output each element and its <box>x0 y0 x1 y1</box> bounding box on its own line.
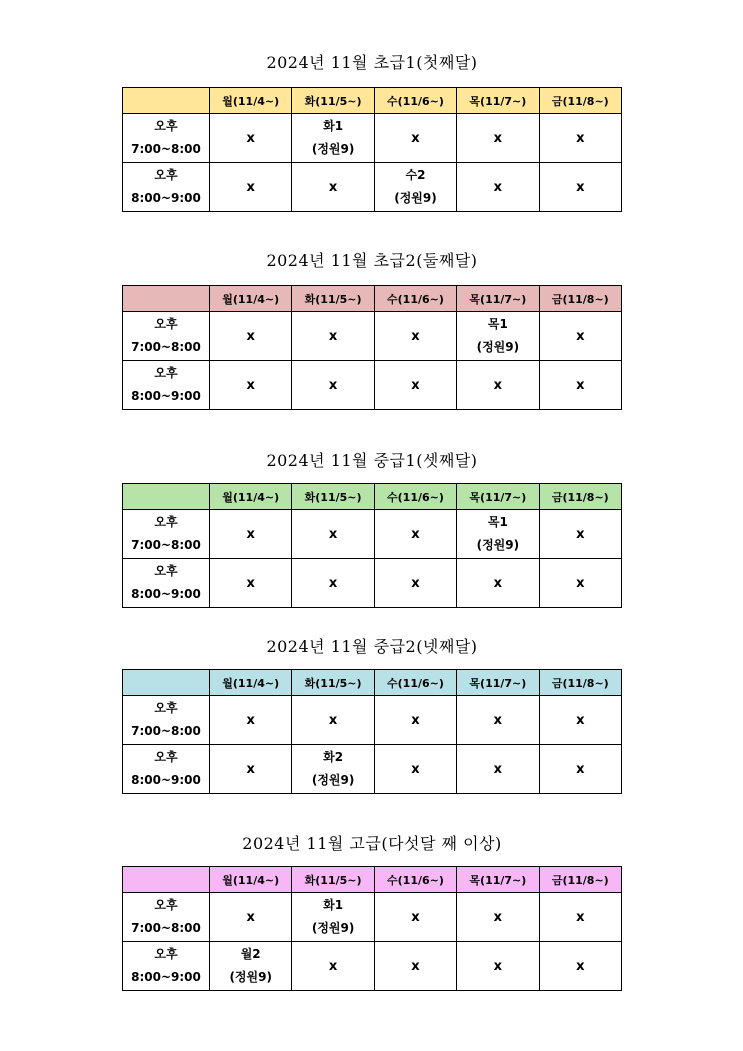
class-cell: x <box>210 559 292 608</box>
class-cell: 화2 (정원9) <box>292 745 374 794</box>
class-cell: x <box>292 163 374 212</box>
class-cell: x <box>292 696 374 745</box>
table-row <box>123 893 622 942</box>
class-cell: x <box>539 163 621 212</box>
day-header: 수(11/6~) <box>374 867 456 893</box>
class-cell: x <box>374 696 456 745</box>
class-cell: x <box>539 745 621 794</box>
corner-cell <box>123 88 210 114</box>
class-cell: x <box>539 510 621 559</box>
schedule-title: 2024년 11월 초급1(첫째달) <box>266 53 478 72</box>
day-header: 화(11/5~) <box>292 286 374 312</box>
schedule-title: 2024년 11월 고급(다섯달 째 이상) <box>242 834 502 853</box>
time-label: 오후 8:00~9:00 <box>123 942 210 991</box>
time-label: 오후 8:00~9:00 <box>123 361 210 410</box>
corner-cell <box>123 670 210 696</box>
class-cell: x <box>374 893 456 942</box>
class-cell: x <box>539 114 621 163</box>
day-header: 화(11/5~) <box>292 484 374 510</box>
class-cell: x <box>457 559 539 608</box>
class-cell: x <box>210 312 292 361</box>
time-label: 오후 7:00~8:00 <box>123 114 210 163</box>
day-header: 수(11/6~) <box>374 88 456 114</box>
class-cell: x <box>292 559 374 608</box>
day-header: 목(11/7~) <box>457 670 539 696</box>
class-cell: x <box>539 893 621 942</box>
class-cell: x <box>374 361 456 410</box>
class-cell: x <box>210 893 292 942</box>
day-header: 목(11/7~) <box>457 484 539 510</box>
day-header: 월(11/4~) <box>210 484 292 510</box>
table-row <box>123 942 622 991</box>
day-header: 금(11/8~) <box>539 867 621 893</box>
class-cell: x <box>374 745 456 794</box>
class-cell: x <box>457 893 539 942</box>
class-cell: x <box>374 559 456 608</box>
time-label: 오후 8:00~9:00 <box>123 559 210 608</box>
class-cell: x <box>539 312 621 361</box>
schedule-table <box>122 285 622 410</box>
class-cell: x <box>374 942 456 991</box>
table-row <box>123 114 622 163</box>
schedule-title: 2024년 11월 중급1(셋째달) <box>266 451 478 470</box>
table-row <box>123 361 622 410</box>
class-cell: x <box>292 942 374 991</box>
schedule-table <box>122 87 622 212</box>
schedule-title: 2024년 11월 초급2(둘째달) <box>266 251 478 270</box>
class-cell: x <box>539 942 621 991</box>
header-row <box>123 670 622 696</box>
table-row <box>123 745 622 794</box>
schedule-table <box>122 866 622 991</box>
corner-cell <box>123 867 210 893</box>
corner-cell <box>123 286 210 312</box>
class-cell: x <box>374 312 456 361</box>
class-cell: 수2 (정원9) <box>374 163 456 212</box>
header-row <box>123 88 622 114</box>
day-header: 목(11/7~) <box>457 88 539 114</box>
class-cell: x <box>374 510 456 559</box>
day-header: 금(11/8~) <box>539 88 621 114</box>
class-cell: x <box>457 114 539 163</box>
corner-cell <box>123 484 210 510</box>
class-cell: x <box>210 745 292 794</box>
class-cell: x <box>539 559 621 608</box>
day-header: 월(11/4~) <box>210 286 292 312</box>
day-header: 금(11/8~) <box>539 670 621 696</box>
day-header: 월(11/4~) <box>210 88 292 114</box>
table-row <box>123 510 622 559</box>
time-label: 오후 7:00~8:00 <box>123 312 210 361</box>
class-cell: x <box>210 361 292 410</box>
schedule-title: 2024년 11월 중급2(넷째달) <box>266 637 478 656</box>
class-cell: x <box>457 696 539 745</box>
class-cell: x <box>457 745 539 794</box>
schedule-table <box>122 483 622 608</box>
class-cell: x <box>539 696 621 745</box>
time-label: 오후 8:00~9:00 <box>123 163 210 212</box>
table-row <box>123 312 622 361</box>
schedule-table <box>122 669 622 794</box>
day-header: 화(11/5~) <box>292 88 374 114</box>
header-row <box>123 867 622 893</box>
class-cell: x <box>292 361 374 410</box>
class-cell: x <box>210 510 292 559</box>
class-cell: x <box>210 114 292 163</box>
class-cell: x <box>457 361 539 410</box>
class-cell: 화1 (정원9) <box>292 114 374 163</box>
header-row <box>123 484 622 510</box>
class-cell: x <box>292 510 374 559</box>
class-cell: x <box>457 942 539 991</box>
table-row <box>123 559 622 608</box>
day-header: 목(11/7~) <box>457 286 539 312</box>
time-label: 오후 8:00~9:00 <box>123 745 210 794</box>
day-header: 금(11/8~) <box>539 484 621 510</box>
time-label: 오후 7:00~8:00 <box>123 696 210 745</box>
day-header: 월(11/4~) <box>210 867 292 893</box>
time-label: 오후 7:00~8:00 <box>123 510 210 559</box>
class-cell: x <box>457 163 539 212</box>
header-row <box>123 286 622 312</box>
table-row <box>123 696 622 745</box>
class-cell: 월2 (정원9) <box>210 942 292 991</box>
day-header: 목(11/7~) <box>457 867 539 893</box>
day-header: 수(11/6~) <box>374 286 456 312</box>
day-header: 화(11/5~) <box>292 670 374 696</box>
class-cell: 화1 (정원9) <box>292 893 374 942</box>
class-cell: x <box>210 163 292 212</box>
class-cell: x <box>539 361 621 410</box>
day-header: 금(11/8~) <box>539 286 621 312</box>
table-row <box>123 163 622 212</box>
day-header: 수(11/6~) <box>374 484 456 510</box>
class-cell: x <box>374 114 456 163</box>
day-header: 월(11/4~) <box>210 670 292 696</box>
class-cell: 목1 (정원9) <box>457 312 539 361</box>
day-header: 화(11/5~) <box>292 867 374 893</box>
class-cell: x <box>292 312 374 361</box>
time-label: 오후 7:00~8:00 <box>123 893 210 942</box>
class-cell: 목1 (정원9) <box>457 510 539 559</box>
day-header: 수(11/6~) <box>374 670 456 696</box>
class-cell: x <box>210 696 292 745</box>
